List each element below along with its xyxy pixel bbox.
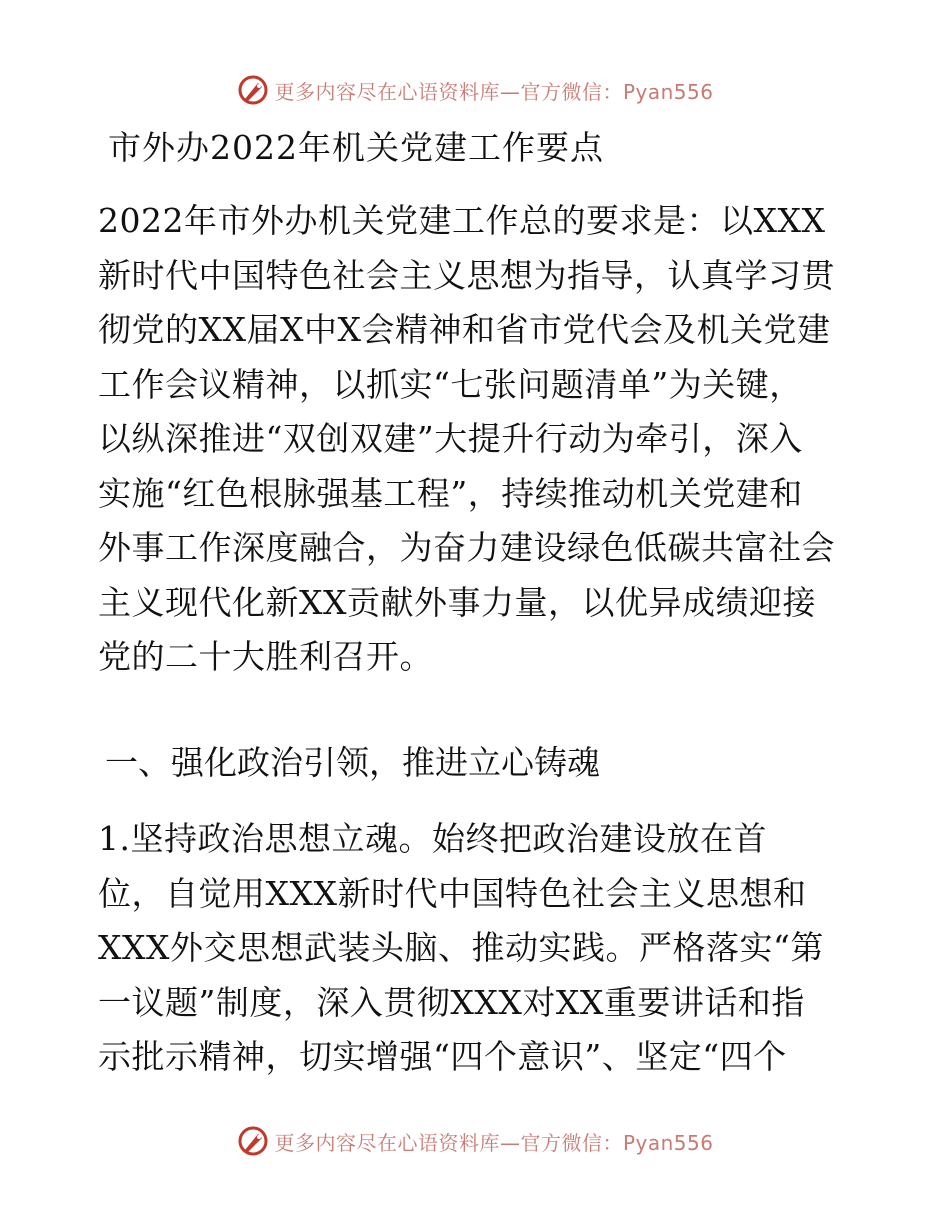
watermark-text: 更多内容尽在心语资料库—官方微信：Pyan556 bbox=[274, 1130, 714, 1155]
document-title: 市外办2022年机关党建工作要点 bbox=[108, 128, 604, 167]
paragraph-line: 2022年市外办机关党建工作总的要求是：以XXX bbox=[98, 201, 826, 240]
section-heading: 一、强化政治引领，推进立心铸魂 bbox=[105, 743, 600, 782]
paragraph-line: 一议题”制度，深入贯彻XXX对XX重要讲话和指 bbox=[98, 982, 805, 1022]
paragraph-line: XXX外交思想武装头脑、推动实践。严格落实“第 bbox=[98, 928, 824, 967]
intro-paragraph bbox=[98, 194, 858, 685]
paragraph-line: 1.坚持政治思想立魂。始终把政治建设放在首 bbox=[98, 819, 767, 858]
watermark-text: 更多内容尽在心语资料库—官方微信：Pyan556 bbox=[274, 79, 714, 104]
item-paragraph bbox=[98, 812, 858, 1085]
pen-nib-logo-icon bbox=[236, 1124, 270, 1158]
paragraph-line: 示批示精神，切实增强“四个意识”、坚定“四个 bbox=[98, 1037, 787, 1076]
paragraph-line: 新时代中国特色社会主义思想为指导，认真学习贯 bbox=[98, 255, 835, 295]
pen-nib-logo-icon bbox=[236, 73, 270, 107]
paragraph-line: 工作会议精神，以抓实“七张问题清单”为关键， bbox=[98, 364, 803, 404]
paragraph-line: 位，自觉用XXX新时代中国特色社会主义思想和 bbox=[98, 873, 807, 913]
paragraph-line: 党的二十大胜利召开。 bbox=[98, 637, 433, 676]
paragraph-line: 以纵深推进“双创双建”大提升行动为牵引，深入 bbox=[98, 419, 803, 458]
watermark-banner-top bbox=[0, 70, 950, 110]
paragraph-line: 实施“红色根脉强基工程”，持续推动机关党建和 bbox=[98, 473, 803, 513]
paragraph-line: 外事工作深度融合，为奋力建设绿色低碳共富社会 bbox=[98, 528, 835, 567]
paragraph-line: 主义现代化新XX贡献外事力量，以优异成绩迎接 bbox=[98, 582, 816, 622]
paragraph-line: 彻党的XX届X中X会精神和省市党代会及机关党建 bbox=[98, 310, 831, 349]
watermark-banner-bottom bbox=[0, 1121, 950, 1161]
